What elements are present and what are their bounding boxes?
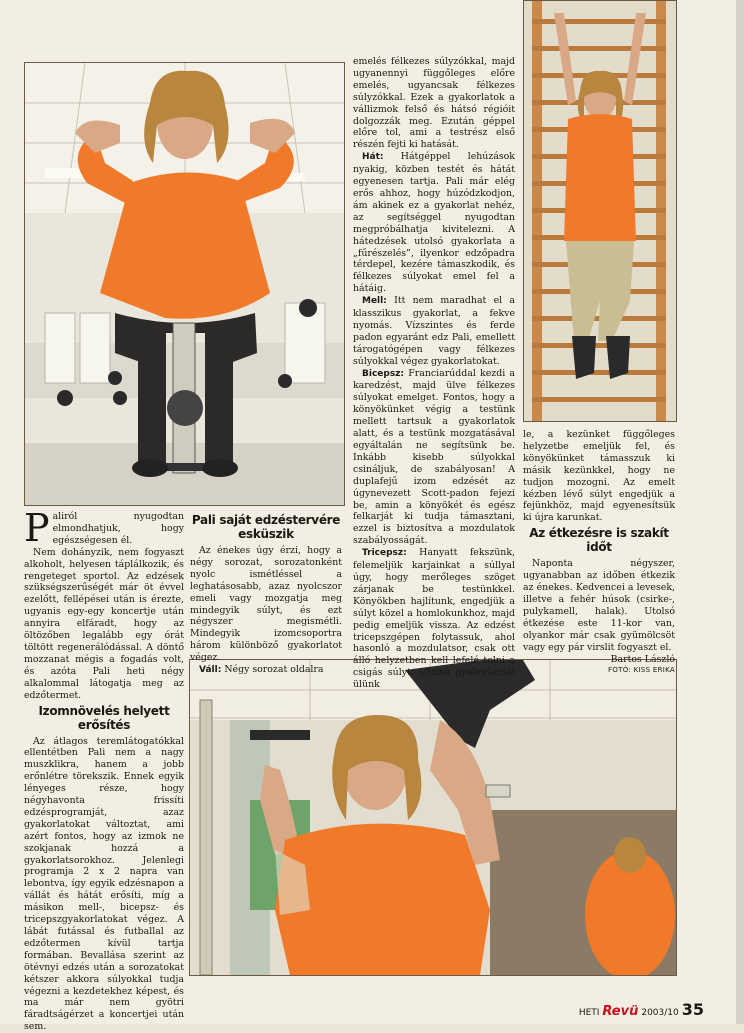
label-hat: Hát:	[362, 152, 384, 162]
label-mell: Mell:	[362, 296, 387, 306]
subheading-izomnoveles: Izomnövelés helyett erősítés	[24, 704, 184, 732]
dropcap-letter: P	[24, 512, 50, 544]
issue-number: 2003/10	[641, 1008, 678, 1018]
subheading-edzesterv: Pali saját edzéstervére esküszik	[190, 513, 342, 541]
author-name: Bartos László	[523, 654, 675, 666]
page-number: 35	[682, 1000, 704, 1019]
column-2	[190, 511, 342, 677]
column-3	[353, 56, 515, 691]
photo-exercise-bike	[24, 62, 345, 506]
intro-paragraph	[24, 511, 184, 547]
text-tricepsz: Hanyatt fekszünk, felemeljük karjainkat a súllyal úgy, hogy merőleges szöget zárjanak be testünkkel. Könyökben hajlítunk, engedjük a súlyt közel a homlokunkhoz, majd pedig emeljük vissza. Az edzést tricepszgépen folytassuk, ahol hasonló a mozdulatsor, csak ott álló helyzetben kell lefelé tolni a csigás súlyt. Utolsó gyakorlatnál ülünk	[353, 547, 515, 690]
photo-wall-bars	[523, 0, 677, 422]
text-bicepsz: Franciarúddal kezdi a karedzést, majd ülve félkezes súlyokat emelget. Fontos, hogy a könyökünket végig a testünk mellett tartsuk a gyakorlatok alatt, és a testünk mozgatásával egyáltalán ne segítsünk be. Inkább kisebb súlyokkal csináljuk, de szabályosan! A duplafejű izom edzését az úgynevezett Scott-padon fejezi be, amin a könyökét és egész felkarját ki tudja támasztani, ezzel is biztosítva a mozdulatok szabályosságát.	[353, 368, 515, 547]
photo-pulldown-machine	[189, 659, 677, 976]
body-paragraph-bicepsz	[353, 368, 515, 548]
page-footer	[579, 1000, 704, 1019]
subheading-etkezes: Az étkezésre is szakít időt	[523, 526, 675, 554]
column-1	[24, 511, 184, 1033]
body-paragraph-vall	[190, 664, 342, 677]
photo-credit: FOTÓ: KISS ERIKA	[523, 665, 675, 677]
intro-text: aliról nyugodtan elmondhatjuk, hogy egészségesen él.	[53, 511, 184, 546]
body-paragraph: Az átlagos teremlátogatókkal ellentétben Pali nem a nagy muszklikra, hanem a jobb erőnlétre törekszik. Ennek egyik lényeges része, hogy négyhavonta frissíti edzésprogramját, azaz gyakorlatokat változtat, ami azért fontos, hogy az izmok ne szokjanak hozzá a gyakorlatsorokhoz. Jelenlegi programja 2 x 2 napra van lebontva, így egyik edzésnapon a vállát és hátát erősíti, míg a másikon mell-, bicepsz- és tricepszgyakorlatokat végez. A lábát futással és futballal az edzőtermen kívül tartja formában. Bevallása szerint az ötévnyi edzés után a sorozatokat kétszer akkora súlyokkal tudja végezni a kezdetekhez képest, és ma már nem gyötri fáradtságérzet a koncertjei után sem.	[24, 736, 184, 1033]
body-paragraph: le, a kezünket függőleges helyzetbe emeljük fel, és könyökünket támasszuk ki másik kezünkkel, hogy ne tudjon mozogni. Az emelt kézben lévő súlyt engedjük a fejünkhöz, majd egyenesítsük ki újra karunkat.	[523, 429, 675, 524]
magazine-logo: Revü	[602, 1004, 638, 1019]
body-paragraph: emelés félkezes súlyzókkal, majd ugyanennyi függőleges előre emelés, ugyancsak félkezes súlyzókkal. Ezek a gyakorlatok a vállizmok felső és hátsó régióit dolgozzák meg. Ezután géppel előre tol, ami a testrész első részén fejti ki hatását.	[353, 56, 515, 151]
footer-prefix: HETI	[579, 1008, 600, 1018]
label-tricepsz: Tricepsz:	[362, 548, 407, 558]
body-paragraph: Az énekes úgy érzi, hogy a négy sorozat, sorozatonként nyolc ismétléssel a leghatásosabb, azaz nyolcszor emeli vagy mozgatja meg mindegyik súlyt, és ezt négyszer megismétli. Mindegyik izomcsoportra három különböző gyakorlatot végez.	[190, 545, 342, 664]
body-paragraph-hat	[353, 151, 515, 295]
text-hat: Hátgéppel lehúzások nyakig, közben testét és hátát egyenesen tartja. Pali már elég erős ahhoz, hogy húzódzkodjon, ám akinek ez a gyakorlat nehéz, az segítséggel nyugodtan megpróbálhatja kivitelezni. A hátedzések utolsó gyakorlata a „fűrészelés”, ilyenkor edzőpadra térdepel, kezére támaszkodik, és félkezes súlyokat emel fel a hátáig.	[353, 151, 515, 294]
text-mell: Itt nem maradhat el a klasszikus gyakorlat, a fekve nyomás. Vízszintes és ferde padon egyaránt edz Pali, emellett tárogatógépen vagy félkezes súlyokkal végez gyakorlatokat.	[353, 295, 515, 367]
text-vall: Négy sorozat oldalra	[224, 664, 323, 675]
column-4	[523, 429, 675, 677]
label-vall: Váll:	[199, 665, 221, 675]
page-edge	[736, 0, 744, 1024]
label-bicepsz: Bicepsz:	[362, 369, 404, 379]
body-paragraph-mell	[353, 295, 515, 367]
body-paragraph-tricepsz	[353, 547, 515, 691]
body-paragraph: Nem dohányzik, nem fogyaszt alkoholt, helyesen táplálkozik, és rengeteget sportol. Az edzések szükségszerűségét már öt évvel ezelőtt, fellépései után is érezte, ugyanis egy-egy koncertje után annyira elfáradt, hogy az öltözőben legalább egy órát töltött regenerálódással. A döntő mozzanat mégis a fogadás volt, és azóta Pali heti négy alkalommal látogatja meg az edzőtermet.	[24, 547, 184, 702]
body-paragraph: Naponta négyszer, ugyanabban az időben étkezik az énekes. Kedvencei a levesek, illetve a fehér húsok (csirke-, pulykamell, halak). Utolsó étkezése este 11-kor van, olyankor már csak gyümölcsöt vagy egy pár virslit fogyaszt el.	[523, 558, 675, 653]
